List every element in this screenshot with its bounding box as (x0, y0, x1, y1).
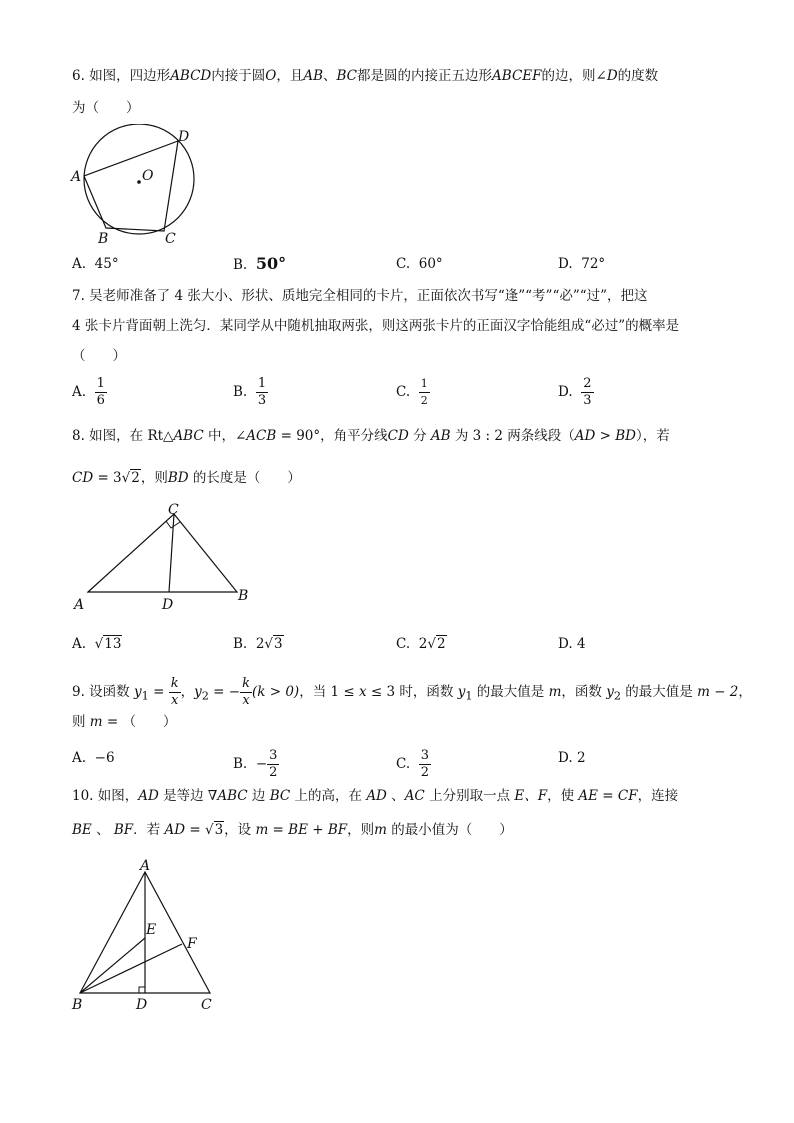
q9-option-a[interactable]: A. −6 (72, 750, 115, 766)
q8-figure (70, 502, 260, 614)
q9-line-1: 9. 设函数 $y_1$ = $\frac{k}{x}$ ，$y_2$ = − $\frac{k}{x}$ (k > 0)，当 1 ≤ x ≤ 3 时，函数 $y_1$ 的最大值是 m，函数 $y_2$ 的最大值是 m − 2， (72, 676, 752, 708)
q6-label-A: A (71, 169, 82, 185)
q6-label-C: C (165, 231, 176, 247)
q6-option-b[interactable]: B. 50° (233, 254, 287, 273)
q7-option-c[interactable]: C. $\frac{1}{2}$ (396, 377, 428, 407)
q6-label-D: D (178, 129, 190, 145)
q10-segment-BF (80, 944, 182, 993)
q8-label-C: C (168, 502, 179, 518)
q8-option-c[interactable]: C. 2√2 (396, 636, 446, 652)
q9-line-2: 则 m = （ ） (72, 714, 177, 730)
q9-option-d[interactable]: D. 2 (558, 750, 586, 766)
q8-option-b[interactable]: B. 2√3 (233, 636, 283, 652)
q10-label-E: E (146, 922, 157, 938)
q10-label-D: D (136, 997, 148, 1013)
q10-line-1: 10. 如图，AD 是等边 ∇ABC 边 BC 上的高，在 AD 、AC 上分别取一点 E、F，使 AE = CF，连接 (72, 788, 679, 804)
q10-figure (70, 856, 220, 1016)
q7-option-b[interactable]: B. $\frac{1}{3}$ (233, 376, 267, 408)
q10-label-B: B (72, 997, 83, 1013)
q10-line-2: BE 、 BF．若 AD = √3，设 m = BE + BF，则m 的最小值为（ ） (72, 822, 513, 838)
q6-label-B: B (98, 231, 109, 247)
q8-triangle (88, 514, 237, 592)
q7-line-1: 7. 吴老师准备了 4 张大小、形状、质地完全相同的卡片，正面依次书写“逢”“考”“必”“过”，把这 (72, 288, 648, 304)
q6-option-a[interactable]: A. 45° (72, 256, 119, 272)
q6-line-1: 6. 如图，四边形ABCD内接于圆O，且AB、BC都是圆的内接正五边形ABCEF的边，则∠D的度数 (72, 68, 659, 84)
q7-line-2: 4 张卡片背面朝上洗匀．某同学从中随机抽取两张，则这两张卡片的正面汉字恰能组成“必过”的概率是 (72, 318, 680, 334)
q10-label-A: A (140, 858, 151, 874)
q6-option-c[interactable]: C. 60° (396, 256, 443, 272)
q6-line-2: 为（ ） (72, 100, 140, 116)
q7-option-a[interactable]: A. $\frac{1}{6}$ (72, 376, 105, 408)
q8-label-D: D (162, 597, 174, 613)
q10-label-C: C (201, 997, 212, 1013)
q8-line-2: CD = 3√2，则BD 的长度是（ ） (72, 470, 301, 486)
q6-center-dot (137, 180, 141, 184)
q6-figure (68, 124, 208, 250)
q9-option-b[interactable]: B. − $\frac{3}{2}$ (233, 748, 278, 780)
q6-label-O: O (142, 168, 154, 184)
q7-option-d[interactable]: D. $\frac{2}{3}$ (558, 376, 592, 408)
q10-right-angle-mark (139, 987, 145, 993)
q9-option-c[interactable]: C. $\frac{3}{2}$ (396, 748, 430, 780)
q10-label-F: F (187, 936, 197, 952)
q6-quadrilateral (84, 141, 178, 231)
q6-option-d[interactable]: D. 72° (558, 256, 606, 272)
q10-segment-BE (80, 938, 145, 993)
q8-label-A: A (74, 597, 85, 613)
q8-label-B: B (238, 588, 249, 604)
q8-option-d[interactable]: D. 4 (558, 636, 586, 652)
q8-option-a[interactable]: A. √13 (72, 636, 122, 652)
q8-line-1: 8. 如图，在 Rt△ABC 中，∠ACB = 90°，角平分线CD 分 AB 为 3 : 2 两条线段（AD > BD），若 (72, 428, 670, 444)
q7-line-3: （ ） (72, 348, 126, 364)
